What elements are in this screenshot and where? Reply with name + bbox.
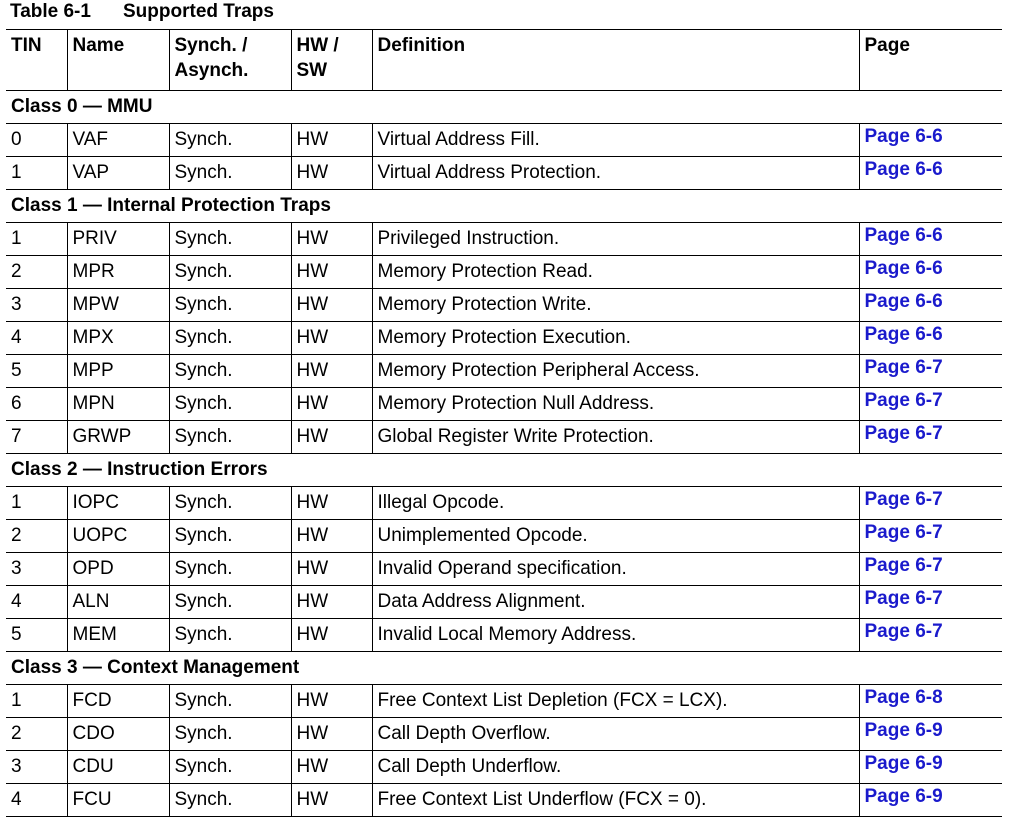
table-row xyxy=(6,586,1002,619)
hwsw-cell: HW xyxy=(291,124,372,157)
hwsw-cell: HW xyxy=(291,223,372,256)
class-header-row xyxy=(6,190,1002,223)
definition-cell: Privileged Instruction. xyxy=(372,223,859,256)
header-row xyxy=(6,30,1002,91)
sync-cell: Synch. xyxy=(169,751,291,784)
page-cell xyxy=(859,487,1002,520)
class-title: Class 2 — Instruction Errors xyxy=(6,454,1002,487)
definition-cell: Invalid Operand specification. xyxy=(372,553,859,586)
tin-cell: 0 xyxy=(6,124,67,157)
name-cell: OPD xyxy=(67,553,169,586)
sync-cell: Synch. xyxy=(169,124,291,157)
name-cell: UOPC xyxy=(67,520,169,553)
definition-cell: Call Depth Underflow. xyxy=(372,751,859,784)
sync-cell: Synch. xyxy=(169,619,291,652)
definition-cell: Memory Protection Read. xyxy=(372,256,859,289)
hwsw-cell: HW xyxy=(291,355,372,388)
table-row xyxy=(6,520,1002,553)
table-row xyxy=(6,751,1002,784)
sync-cell: Synch. xyxy=(169,289,291,322)
name-cell: ALN xyxy=(67,586,169,619)
definition-cell: Illegal Opcode. xyxy=(372,487,859,520)
table-row xyxy=(6,355,1002,388)
header-name: Name xyxy=(67,30,169,91)
tin-cell: 1 xyxy=(6,487,67,520)
tin-cell: 2 xyxy=(6,520,67,553)
table-caption xyxy=(10,1,274,25)
table-row xyxy=(6,388,1002,421)
page-cell xyxy=(859,256,1002,289)
name-cell: VAP xyxy=(67,157,169,190)
definition-cell: Memory Protection Write. xyxy=(372,289,859,322)
definition-cell: Memory Protection Execution. xyxy=(372,322,859,355)
table-title: Supported Traps xyxy=(123,1,274,22)
class-header-row xyxy=(6,91,1002,124)
page-link[interactable]: Page 6-7 xyxy=(864,555,943,576)
sync-cell: Synch. xyxy=(169,718,291,751)
page-cell xyxy=(859,388,1002,421)
page-cell xyxy=(859,322,1002,355)
page-link[interactable]: Page 6-7 xyxy=(864,489,943,510)
page-link[interactable]: Page 6-7 xyxy=(864,588,943,609)
hwsw-cell: HW xyxy=(291,520,372,553)
page-link[interactable]: Page 6-7 xyxy=(864,390,943,411)
class-title: Class 0 — MMU xyxy=(6,91,1002,124)
table-row xyxy=(6,718,1002,751)
supported-traps-table xyxy=(6,29,1002,817)
tin-cell: 6 xyxy=(6,388,67,421)
header-page: Page xyxy=(859,30,1002,91)
page-link[interactable]: Page 6-6 xyxy=(864,258,943,279)
table-row xyxy=(6,223,1002,256)
name-cell: MPX xyxy=(67,322,169,355)
table-row xyxy=(6,322,1002,355)
hwsw-cell: HW xyxy=(291,685,372,718)
table-row xyxy=(6,685,1002,718)
page-link[interactable]: Page 6-6 xyxy=(864,225,943,246)
tin-cell: 4 xyxy=(6,322,67,355)
hwsw-cell: HW xyxy=(291,421,372,454)
tin-cell: 4 xyxy=(6,586,67,619)
definition-cell: Memory Protection Null Address. xyxy=(372,388,859,421)
tin-cell: 2 xyxy=(6,256,67,289)
name-cell: GRWP xyxy=(67,421,169,454)
page-link[interactable]: Page 6-8 xyxy=(864,687,943,708)
sync-cell: Synch. xyxy=(169,388,291,421)
name-cell: FCD xyxy=(67,685,169,718)
page-link[interactable]: Page 6-6 xyxy=(864,324,943,345)
hwsw-cell: HW xyxy=(291,256,372,289)
sync-cell: Synch. xyxy=(169,322,291,355)
hwsw-cell: HW xyxy=(291,388,372,421)
table-row xyxy=(6,421,1002,454)
name-cell: CDO xyxy=(67,718,169,751)
page-link[interactable]: Page 6-7 xyxy=(864,357,943,378)
sync-cell: Synch. xyxy=(169,256,291,289)
tin-cell: 3 xyxy=(6,751,67,784)
name-cell: MEM xyxy=(67,619,169,652)
hwsw-cell: HW xyxy=(291,487,372,520)
page-cell xyxy=(859,586,1002,619)
page-link[interactable]: Page 6-6 xyxy=(864,291,943,312)
table-row xyxy=(6,784,1002,817)
tin-cell: 2 xyxy=(6,718,67,751)
page-cell xyxy=(859,685,1002,718)
page-link[interactable]: Page 6-7 xyxy=(864,621,943,642)
definition-cell: Data Address Alignment. xyxy=(372,586,859,619)
tin-cell: 5 xyxy=(6,619,67,652)
name-cell: MPR xyxy=(67,256,169,289)
hwsw-cell: HW xyxy=(291,586,372,619)
definition-cell: Unimplemented Opcode. xyxy=(372,520,859,553)
sync-cell: Synch. xyxy=(169,487,291,520)
header-hwsw: HW / SW xyxy=(291,30,372,91)
hwsw-cell: HW xyxy=(291,289,372,322)
page-cell xyxy=(859,520,1002,553)
definition-cell: Call Depth Overflow. xyxy=(372,718,859,751)
table-row xyxy=(6,553,1002,586)
page-cell xyxy=(859,421,1002,454)
page-link[interactable]: Page 6-9 xyxy=(864,720,943,741)
name-cell: MPN xyxy=(67,388,169,421)
page-cell xyxy=(859,289,1002,322)
page-cell xyxy=(859,355,1002,388)
name-cell: FCU xyxy=(67,784,169,817)
hwsw-cell: HW xyxy=(291,157,372,190)
tin-cell: 4 xyxy=(6,784,67,817)
page-cell xyxy=(859,157,1002,190)
table-row xyxy=(6,256,1002,289)
name-cell: IOPC xyxy=(67,487,169,520)
tin-cell: 1 xyxy=(6,157,67,190)
table-number: Table 6-1 xyxy=(10,1,91,22)
sync-cell: Synch. xyxy=(169,784,291,817)
table-row xyxy=(6,289,1002,322)
table-body xyxy=(6,91,1002,817)
definition-cell: Virtual Address Protection. xyxy=(372,157,859,190)
class-title: Class 3 — Context Management xyxy=(6,652,1002,685)
table-row xyxy=(6,124,1002,157)
table-row xyxy=(6,157,1002,190)
tin-cell: 1 xyxy=(6,685,67,718)
tin-cell: 3 xyxy=(6,553,67,586)
header-definition: Definition xyxy=(372,30,859,91)
tin-cell: 3 xyxy=(6,289,67,322)
definition-cell: Global Register Write Protection. xyxy=(372,421,859,454)
tin-cell: 5 xyxy=(6,355,67,388)
hwsw-cell: HW xyxy=(291,619,372,652)
name-cell: VAF xyxy=(67,124,169,157)
definition-cell: Free Context List Depletion (FCX = LCX). xyxy=(372,685,859,718)
page-link[interactable]: Page 6-7 xyxy=(864,423,943,444)
page-cell xyxy=(859,718,1002,751)
page-link[interactable]: Page 6-9 xyxy=(864,753,943,774)
page-cell xyxy=(859,553,1002,586)
sync-cell: Synch. xyxy=(169,355,291,388)
class-header-row xyxy=(6,652,1002,685)
table-row xyxy=(6,619,1002,652)
header-sync: Synch. / Asynch. xyxy=(169,30,291,91)
name-cell: MPW xyxy=(67,289,169,322)
page-cell xyxy=(859,619,1002,652)
hwsw-cell: HW xyxy=(291,751,372,784)
page-cell xyxy=(859,124,1002,157)
name-cell: CDU xyxy=(67,751,169,784)
hwsw-cell: HW xyxy=(291,322,372,355)
name-cell: MPP xyxy=(67,355,169,388)
sync-cell: Synch. xyxy=(169,586,291,619)
definition-cell: Virtual Address Fill. xyxy=(372,124,859,157)
page-cell xyxy=(859,223,1002,256)
page-link[interactable]: Page 6-6 xyxy=(864,159,943,180)
definition-cell: Free Context List Underflow (FCX = 0). xyxy=(372,784,859,817)
class-header-row xyxy=(6,454,1002,487)
definition-cell: Invalid Local Memory Address. xyxy=(372,619,859,652)
hwsw-cell: HW xyxy=(291,718,372,751)
definition-cell: Memory Protection Peripheral Access. xyxy=(372,355,859,388)
class-title: Class 1 — Internal Protection Traps xyxy=(6,190,1002,223)
sync-cell: Synch. xyxy=(169,157,291,190)
table-row xyxy=(6,487,1002,520)
hwsw-cell: HW xyxy=(291,553,372,586)
page-cell xyxy=(859,751,1002,784)
name-cell: PRIV xyxy=(67,223,169,256)
page-link[interactable]: Page 6-6 xyxy=(864,126,943,147)
sync-cell: Synch. xyxy=(169,223,291,256)
page-cell xyxy=(859,784,1002,817)
sync-cell: Synch. xyxy=(169,520,291,553)
tin-cell: 7 xyxy=(6,421,67,454)
sync-cell: Synch. xyxy=(169,685,291,718)
hwsw-cell: HW xyxy=(291,784,372,817)
header-tin: TIN xyxy=(6,30,67,91)
page-link[interactable]: Page 6-9 xyxy=(864,786,943,807)
sync-cell: Synch. xyxy=(169,553,291,586)
page-link[interactable]: Page 6-7 xyxy=(864,522,943,543)
sync-cell: Synch. xyxy=(169,421,291,454)
tin-cell: 1 xyxy=(6,223,67,256)
